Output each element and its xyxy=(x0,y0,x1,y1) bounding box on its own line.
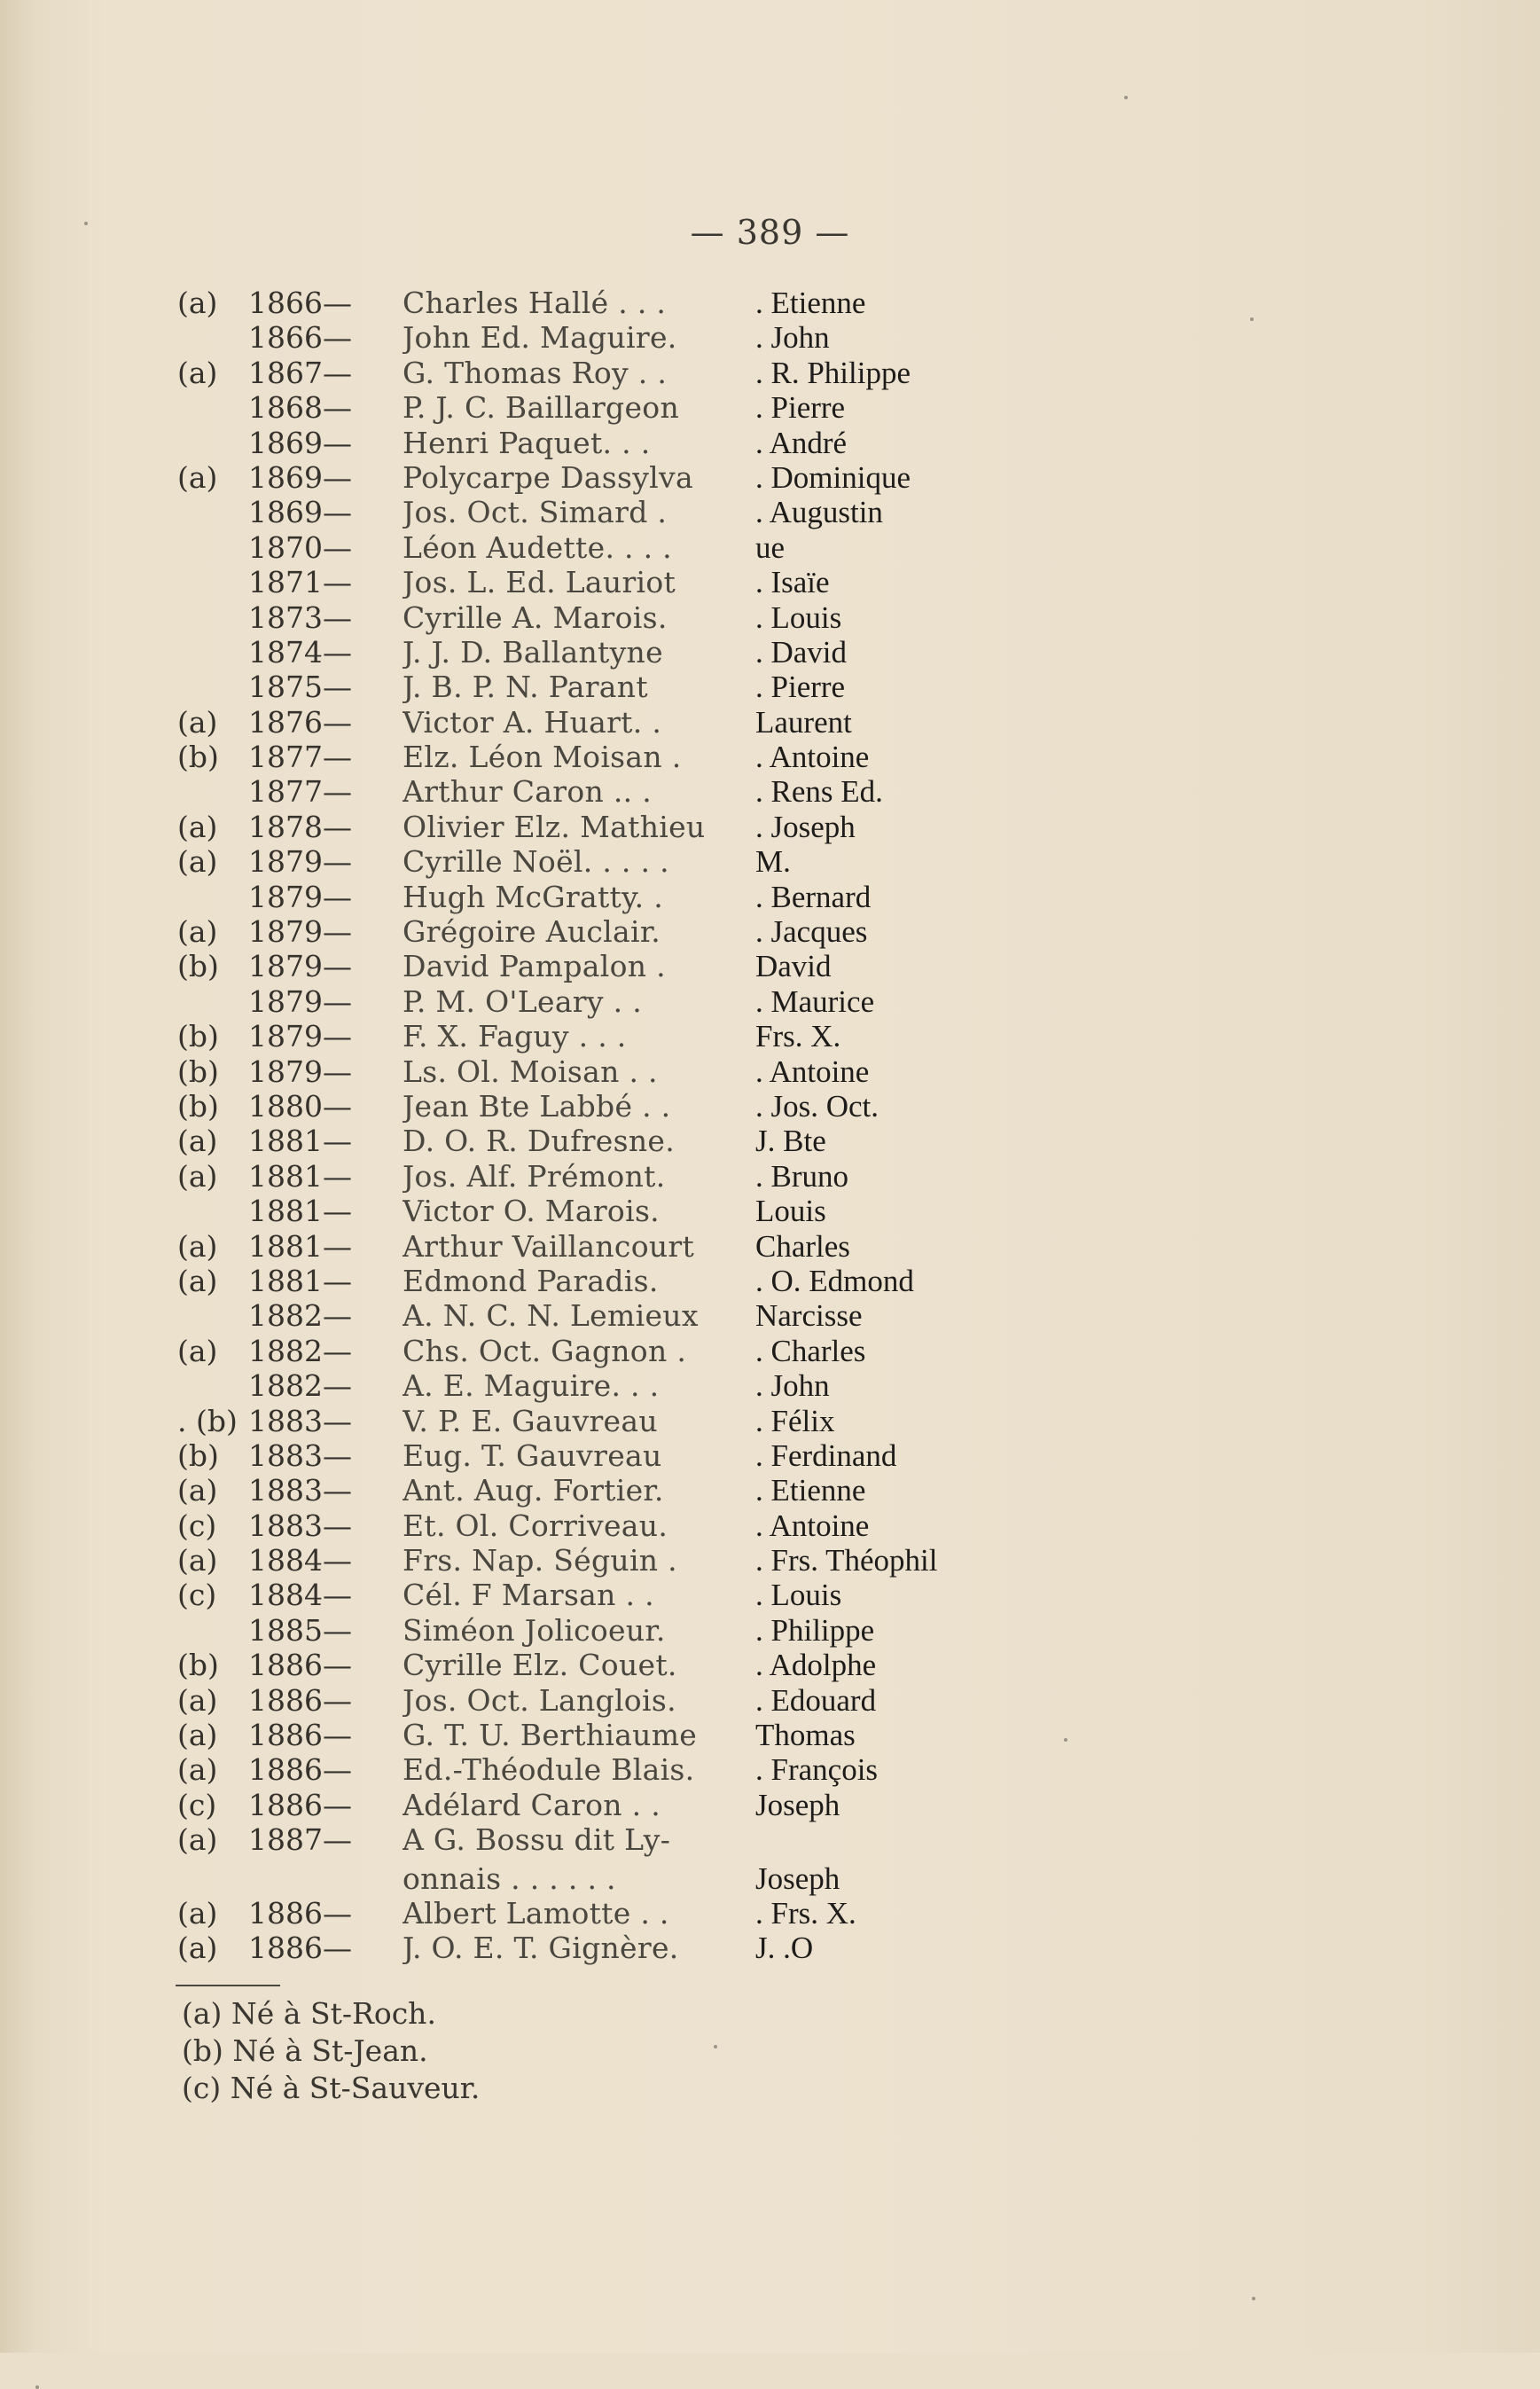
entry-year: 1886— xyxy=(248,1787,352,1822)
register-entry xyxy=(168,320,1055,355)
entry-name: Polycarpe Dassylva xyxy=(403,459,693,495)
entry-name: Frs. Nap. Séguin . xyxy=(403,1543,677,1578)
entry-father: . Pierre xyxy=(755,390,846,426)
page-number: — 389 — xyxy=(690,213,850,252)
entry-year: 1866— xyxy=(248,320,352,356)
entry-year: 1886— xyxy=(248,1682,352,1718)
entry-year: 1874— xyxy=(248,634,352,670)
register-entry xyxy=(168,740,1055,774)
entry-year: 1886— xyxy=(248,1718,352,1753)
entry-name: Arthur Caron .. . xyxy=(403,774,653,810)
entry-mark: (a) xyxy=(177,1158,218,1194)
entry-father: Frs. X. xyxy=(755,1019,841,1054)
register-entry xyxy=(168,1229,1055,1264)
entry-name: F. X. Faguy . . . xyxy=(403,1019,627,1054)
entry-mark: (b) xyxy=(177,949,219,984)
entry-mark: (b) xyxy=(177,1437,219,1473)
register-entry xyxy=(168,1438,1055,1473)
entry-name: Edmond Paradis. xyxy=(403,1263,659,1298)
entry-name: Grégoire Auclair. xyxy=(403,914,661,950)
entry-name: Elz. Léon Moisan . xyxy=(403,740,682,775)
entry-father: . Antoine xyxy=(755,740,870,775)
entry-mark: (a) xyxy=(177,286,218,320)
entry-father: . Augustin xyxy=(755,495,883,530)
entry-year: 1886— xyxy=(248,1931,352,1966)
entry-year: 1881— xyxy=(248,1124,352,1159)
entry-name: J. O. E. T. Gignère. xyxy=(403,1931,679,1966)
entry-name: G. T. U. Berthiaume xyxy=(403,1718,698,1753)
entry-name: David Pampalon . xyxy=(403,949,666,984)
entry-year: 1869— xyxy=(248,425,352,460)
register-list xyxy=(168,286,1055,1966)
entry-name: Cyrille Elz. Couet. xyxy=(403,1648,677,1683)
entry-father: . Ferdinand xyxy=(755,1437,897,1473)
entry-year: 1884— xyxy=(248,1543,352,1578)
entry-father: Joseph xyxy=(755,1787,840,1822)
entry-year: 1877— xyxy=(248,740,352,775)
entry-mark: . (b) xyxy=(177,1403,238,1438)
entry-name: Charles Hallé . . . xyxy=(403,286,667,320)
register-entry xyxy=(168,1578,1055,1612)
entry-name: A G. Bossu dit Ly- xyxy=(403,1822,671,1858)
register-entry xyxy=(168,1159,1055,1194)
register-entry xyxy=(168,390,1055,425)
entry-mark: (a) xyxy=(177,1718,218,1753)
entry-mark: (a) xyxy=(177,704,218,740)
register-entry xyxy=(168,1404,1055,1438)
entry-father: M. xyxy=(755,844,791,880)
register-entry xyxy=(168,1473,1055,1508)
entry-year: 1887— xyxy=(248,1822,352,1858)
entry-mark: (b) xyxy=(177,1054,219,1089)
entry-mark: (a) xyxy=(177,1682,218,1718)
entry-father: . André xyxy=(755,425,848,460)
entry-year: 1883— xyxy=(248,1473,352,1508)
entry-year: 1873— xyxy=(248,599,352,635)
entry-year: 1886— xyxy=(248,1895,352,1931)
entry-father: . David xyxy=(755,634,848,670)
register-entry xyxy=(168,949,1055,983)
register-entry xyxy=(168,635,1055,670)
entry-year: 1883— xyxy=(248,1437,352,1473)
paper-speck xyxy=(84,222,88,225)
entry-mark: (b) xyxy=(177,1648,219,1683)
register-entry xyxy=(168,810,1055,844)
entry-year: 1879— xyxy=(248,879,352,914)
entry-mark: (a) xyxy=(177,1822,218,1858)
entry-name: John Ed. Maguire. xyxy=(403,320,677,356)
entry-name: A. E. Maguire. . . xyxy=(403,1368,660,1404)
entry-father: Narcisse xyxy=(755,1298,863,1334)
entry-year: 1879— xyxy=(248,1019,352,1054)
entry-name: Léon Audette. . . . xyxy=(403,529,672,565)
entry-name: P. M. O'Leary . . xyxy=(403,983,642,1019)
register-entry xyxy=(168,705,1055,740)
entry-mark: (a) xyxy=(177,1124,218,1159)
entry-father: . Antoine xyxy=(755,1508,870,1543)
register-entry xyxy=(168,984,1055,1019)
entry-name: J. J. D. Ballantyne xyxy=(403,634,663,670)
entry-year: 1876— xyxy=(248,704,352,740)
paper-speck xyxy=(1064,1738,1067,1742)
entry-name: Jos. Oct. Simard . xyxy=(403,495,668,530)
entry-year: 1883— xyxy=(248,1403,352,1438)
entry-year: 1885— xyxy=(248,1612,352,1648)
entry-name: Adélard Caron . . xyxy=(403,1787,661,1822)
register-entry xyxy=(168,1896,1055,1931)
entry-year: 1886— xyxy=(248,1752,352,1788)
entry-mark: (b) xyxy=(177,1088,219,1124)
paper-speck xyxy=(35,2385,39,2389)
entry-name: V. P. E. Gauvreau xyxy=(403,1403,658,1438)
register-entry xyxy=(168,1368,1055,1403)
register-entry xyxy=(168,774,1055,809)
entry-mark: (a) xyxy=(177,1333,218,1368)
entry-year: 1867— xyxy=(248,355,352,390)
entry-name: Jos. Alf. Prémont. xyxy=(403,1158,666,1194)
entry-father: . Dominique xyxy=(755,459,911,495)
entry-name: Ed.-Théodule Blais. xyxy=(403,1752,695,1788)
entry-father: . Charles xyxy=(755,1333,866,1368)
register-entry xyxy=(168,460,1055,495)
entry-father: J. Bte xyxy=(755,1124,826,1159)
entry-mark: (a) xyxy=(177,1473,218,1508)
register-entry xyxy=(168,356,1055,390)
entry-father: . Pierre xyxy=(755,670,846,705)
entry-name: J. B. P. N. Parant xyxy=(403,670,648,705)
entry-year: 1879— xyxy=(248,949,352,984)
entry-year: 1881— xyxy=(248,1263,352,1298)
entry-father: . Louis xyxy=(755,1578,842,1613)
entry-year: 1880— xyxy=(248,1088,352,1124)
entry-year: 1881— xyxy=(248,1228,352,1264)
register-entry xyxy=(168,530,1055,565)
entry-year: 1878— xyxy=(248,809,352,844)
entry-name: Victor A. Huart. . xyxy=(403,704,662,740)
register-entry xyxy=(168,1334,1055,1368)
entry-year: 1875— xyxy=(248,670,352,705)
entry-year: 1882— xyxy=(248,1333,352,1368)
register-entry xyxy=(168,426,1055,460)
entry-father: . Joseph xyxy=(755,809,856,844)
entry-year: 1877— xyxy=(248,774,352,810)
entry-father: Joseph xyxy=(755,1860,840,1896)
register-entry xyxy=(168,1648,1055,1682)
entry-mark: (a) xyxy=(177,1543,218,1578)
entry-father: Laurent xyxy=(755,704,852,740)
entry-name: Victor O. Marois. xyxy=(403,1194,660,1229)
entry-name: Cyrille Noël. . . . . xyxy=(403,844,669,880)
entry-father: . R. Philippe xyxy=(755,355,911,390)
paper-speck xyxy=(1124,96,1128,99)
entry-name: A. N. C. N. Lemieux xyxy=(403,1298,699,1334)
entry-name: Olivier Elz. Mathieu xyxy=(403,809,706,844)
entry-mark: (a) xyxy=(177,1263,218,1298)
entry-father: . Bernard xyxy=(755,879,872,914)
entry-mark: (c) xyxy=(177,1508,217,1543)
entry-name: Siméon Jolicoeur. xyxy=(403,1612,666,1648)
register-entry xyxy=(168,1543,1055,1578)
register-entry xyxy=(168,1054,1055,1089)
register-entry xyxy=(168,495,1055,529)
register-entry xyxy=(168,844,1055,879)
footnote: (a) Né à St-Roch. xyxy=(182,1996,436,2031)
entry-year: 1870— xyxy=(248,529,352,565)
entry-father: . Adolphe xyxy=(755,1648,877,1683)
entry-mark: (c) xyxy=(177,1578,217,1613)
entry-mark: (a) xyxy=(177,809,218,844)
entry-father: . Rens Ed. xyxy=(755,774,883,810)
footnote: (b) Né à St-Jean. xyxy=(182,2033,428,2068)
register-entry xyxy=(168,1718,1055,1752)
register-entry xyxy=(168,1019,1055,1054)
entry-father: . John xyxy=(755,1368,830,1404)
entry-name: Henri Paquet. . . xyxy=(403,425,651,460)
footnote: (c) Né à St-Sauveur. xyxy=(182,2071,481,2105)
entry-name: Jean Bte Labbé . . xyxy=(403,1088,671,1124)
register-entry xyxy=(168,1752,1055,1787)
entry-father: . Louis xyxy=(755,599,842,635)
entry-year: 1871— xyxy=(248,565,352,600)
entry-father: ue xyxy=(755,529,786,565)
entry-name: P. J. C. Baillargeon xyxy=(403,390,680,426)
entry-mark: (a) xyxy=(177,914,218,950)
entry-father: . Jacques xyxy=(755,914,868,950)
entry-name: Jos. Oct. Langlois. xyxy=(403,1682,676,1718)
register-entry xyxy=(168,1089,1055,1124)
entry-mark: (a) xyxy=(177,1752,218,1788)
register-entry xyxy=(168,1264,1055,1298)
register-entry xyxy=(168,1788,1055,1822)
entry-father: . Frs. X. xyxy=(755,1895,856,1931)
entry-name: G. Thomas Roy . . xyxy=(403,355,668,390)
entry-mark: (b) xyxy=(177,740,219,775)
entry-name: Arthur Vaillancourt xyxy=(403,1228,695,1264)
register-entry xyxy=(168,1613,1055,1648)
register-entry xyxy=(168,914,1055,949)
entry-name: Eug. T. Gauvreau xyxy=(403,1437,662,1473)
entry-father: Louis xyxy=(755,1194,826,1229)
entry-name: Albert Lamotte . . xyxy=(403,1895,669,1931)
entry-year: 1869— xyxy=(248,459,352,495)
register-entry xyxy=(168,565,1055,599)
register-entry xyxy=(168,1931,1055,1965)
entry-year: 1881— xyxy=(248,1158,352,1194)
register-entry xyxy=(168,880,1055,914)
entry-father: . Antoine xyxy=(755,1054,870,1089)
entry-year: 1884— xyxy=(248,1578,352,1613)
register-entry xyxy=(168,1861,1055,1896)
entry-father: . John xyxy=(755,320,830,356)
entry-name: Cyrille A. Marois. xyxy=(403,599,668,635)
entry-name: Ant. Aug. Fortier. xyxy=(403,1473,664,1508)
entry-father: . Maurice xyxy=(755,983,875,1019)
entry-name: Ls. Ol. Moisan . . xyxy=(403,1054,658,1089)
entry-father: . Félix xyxy=(755,1403,835,1438)
register-entry xyxy=(168,1194,1055,1228)
register-entry xyxy=(168,1124,1055,1158)
entry-father: . Philippe xyxy=(755,1612,875,1648)
entry-mark: (a) xyxy=(177,1931,218,1966)
entry-name: D. O. R. Dufresne. xyxy=(403,1124,676,1159)
entry-year: 1879— xyxy=(248,844,352,880)
entry-name: Chs. Oct. Gagnon . xyxy=(403,1333,687,1368)
entry-father: . Bruno xyxy=(755,1158,848,1194)
entry-father: J. .O xyxy=(755,1931,814,1966)
entry-mark: (a) xyxy=(177,459,218,495)
entry-name: Hugh McGratty. . xyxy=(403,879,664,914)
entry-name: Cél. F Marsan . . xyxy=(403,1578,654,1613)
entry-father: . François xyxy=(755,1752,879,1788)
entry-name: onnais . . . . . . xyxy=(403,1860,616,1896)
entry-mark: (a) xyxy=(177,844,218,880)
entry-year: 1879— xyxy=(248,983,352,1019)
entry-father: . Etienne xyxy=(755,286,866,320)
footnotes xyxy=(182,1995,802,2107)
paper-speck xyxy=(714,2045,717,2048)
entry-father: . Isaïe xyxy=(755,565,830,600)
entry-father: . Etienne xyxy=(755,1473,866,1508)
entry-mark: (a) xyxy=(177,355,218,390)
entry-mark: (a) xyxy=(177,1895,218,1931)
register-entry xyxy=(168,600,1055,635)
entry-year: 1868— xyxy=(248,390,352,426)
entry-year: 1883— xyxy=(248,1508,352,1543)
register-entry xyxy=(168,1822,1055,1857)
entry-year: 1881— xyxy=(248,1194,352,1229)
entry-father: Charles xyxy=(755,1228,850,1264)
paper-speck xyxy=(1252,2297,1255,2300)
entry-mark: (c) xyxy=(177,1787,217,1822)
entry-year: 1866— xyxy=(248,286,352,320)
entry-father: Thomas xyxy=(755,1718,856,1753)
register-entry xyxy=(168,1508,1055,1543)
entry-name: Jos. L. Ed. Lauriot xyxy=(403,565,676,600)
entry-year: 1879— xyxy=(248,914,352,950)
entry-year: 1882— xyxy=(248,1298,352,1334)
entry-father: . Jos. Oct. xyxy=(755,1088,879,1124)
entry-father: . O. Edmond xyxy=(755,1263,914,1298)
footnote-rule xyxy=(176,1985,280,1986)
register-entry xyxy=(168,1683,1055,1718)
entry-father: . Edouard xyxy=(755,1682,877,1718)
entry-father: David xyxy=(755,949,832,984)
register-entry xyxy=(168,670,1055,704)
entry-year: 1879— xyxy=(248,1054,352,1089)
entry-mark: (a) xyxy=(177,1228,218,1264)
register-entry xyxy=(168,286,1055,320)
entry-year: 1869— xyxy=(248,495,352,530)
entry-mark: (b) xyxy=(177,1019,219,1054)
paper-speck xyxy=(1250,317,1254,321)
entry-name: Et. Ol. Corriveau. xyxy=(403,1508,668,1543)
entry-father: . Frs. Théophil xyxy=(755,1543,938,1578)
entry-year: 1882— xyxy=(248,1368,352,1404)
register-entry xyxy=(168,1298,1055,1333)
entry-year: 1886— xyxy=(248,1648,352,1683)
